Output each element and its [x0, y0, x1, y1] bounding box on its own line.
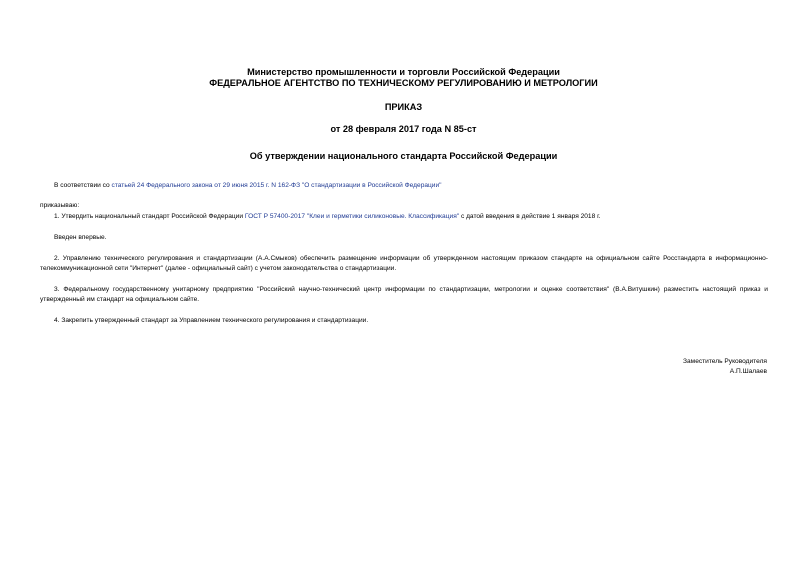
item-1-suffix: с датой введения в действие 1 января 2018 г. [459, 213, 601, 220]
signature-name: А.П.Шалаев [729, 368, 767, 375]
preamble-paragraph [40, 181, 768, 191]
ministry-title: Министерство промышленности и торговли Российской Федерации [247, 67, 560, 77]
preamble-prefix: В соответствии со [54, 182, 112, 189]
document-subject: Об утверждении национального стандарта Российской Федерации [249, 151, 558, 161]
item-3-paragraph: 3. Федеральному государственному унитарному предприятию "Российский научно-технический центр информации по стандартизации, метрологии и оценке соответствия" (В.А.Витушкин) разместить настоящий приказ и утвержденный им стандарт на официальном сайте. [40, 286, 768, 303]
document-type: ПРИКАЗ [384, 102, 423, 112]
gost-standard-link[interactable]: ГОСТ Р 57400-2017 "Клеи и герметики силиконовые. Классификация" [244, 213, 460, 220]
federal-law-link[interactable]: статьей 24 Федерального закона от 29 июня 2015 г. N 162-ФЗ "О стандартизации в Российской Федерации" [111, 182, 442, 189]
item-1-prefix: 1. Утвердить национальный стандарт Российской Федерации [54, 213, 245, 220]
signature-position: Заместитель Руководителя [683, 358, 767, 365]
agency-title: ФЕДЕРАЛЬНОЕ АГЕНТСТВО ПО ТЕХНИЧЕСКОМУ РЕГУЛИРОВАНИЮ И МЕТРОЛОГИИ [209, 78, 598, 88]
first-time-note: Введен впервые. [54, 234, 107, 241]
item-2-paragraph: 2. Управлению технического регулирования и стандартизации (А.А.Смыков) обеспечить размещение информации об утвержденном настоящим приказом стандарте на официальном сайте Росстандарта в информационно-телекоммуникационной сети "Интернет" (далее - официальный сайт) с учетом законодательства о стандартизации. [40, 255, 768, 272]
item-1-paragraph [40, 212, 768, 222]
item-4-paragraph: 4. Закрепить утвержденный стандарт за Управлением технического регулирования и стандартизации. [54, 317, 369, 324]
document-date-number: от 28 февраля 2017 года N 85-ст [330, 124, 477, 134]
order-word: приказываю: [40, 202, 80, 209]
